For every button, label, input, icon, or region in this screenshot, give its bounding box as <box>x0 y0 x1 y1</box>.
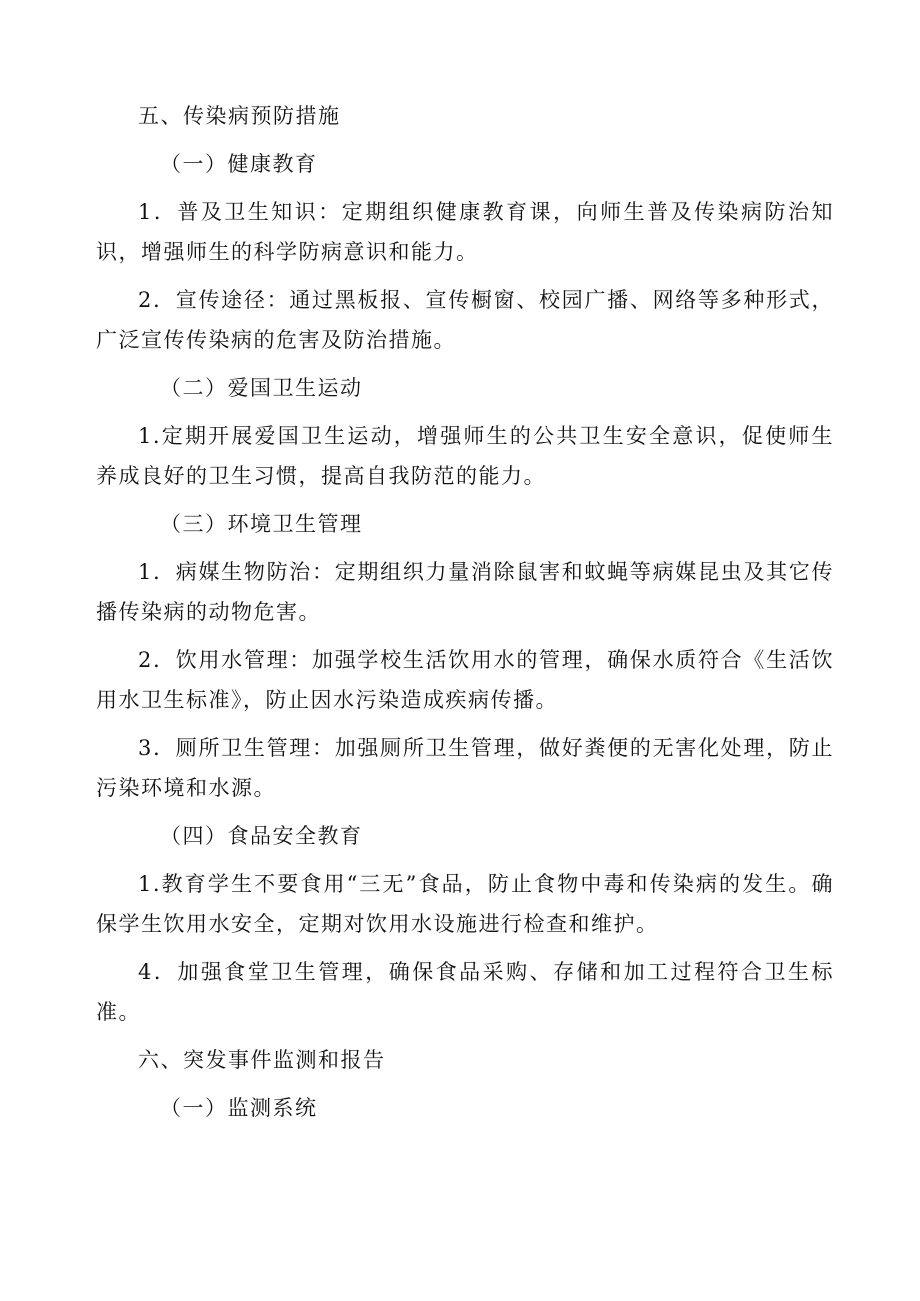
paragraph: 2．饮用水管理：加强学校生活饮用水的管理，确保水质符合《生活饮用水卫生标准》，防止因水污染造成疾病传播。 <box>96 648 834 712</box>
paragraph: 1．病媒生物防治：定期组织力量消除鼠害和蚊蝇等病媒昆虫及其它传播传染病的动物危害。 <box>96 560 834 624</box>
section-heading: 六、突发事件监测和报告 <box>138 1048 386 1072</box>
subsection-heading: （四）食品安全教育 <box>160 824 363 848</box>
document-body <box>96 96 834 1136</box>
paragraph: 3．厕所卫生管理：加强厕所卫生管理，做好粪便的无害化处理，防止污染环境和水源。 <box>96 736 834 800</box>
subsection-heading: （一）健康教育 <box>160 152 318 176</box>
paragraph: 1．普及卫生知识：定期组织健康教育课，向师生普及传染病防治知识，增强师生的科学防病意识和能力。 <box>96 200 834 264</box>
subsection-heading: （三）环境卫生管理 <box>160 512 363 536</box>
paragraph: 4．加强食堂卫生管理，确保食品采购、存储和加工过程符合卫生标准。 <box>96 960 834 1024</box>
paragraph: 2．宣传途径：通过黑板报、宣传橱窗、校园广播、网络等多种形式，广泛宣传传染病的危害及防治措施。 <box>96 288 834 352</box>
paragraph: 1.定期开展爱国卫生运动，增强师生的公共卫生安全意识，促使师生养成良好的卫生习惯，提高自我防范的能力。 <box>96 424 834 488</box>
subsection-heading: （二）爱国卫生运动 <box>160 376 363 400</box>
subsection-heading: （一）监测系统 <box>160 1096 318 1120</box>
section-heading: 五、传染病预防措施 <box>138 104 341 128</box>
paragraph: 1.教育学生不要食用“三无”食品，防止食物中毒和传染病的发生。确保学生饮用水安全，定期对饮用水设施进行检查和维护。 <box>96 872 834 936</box>
